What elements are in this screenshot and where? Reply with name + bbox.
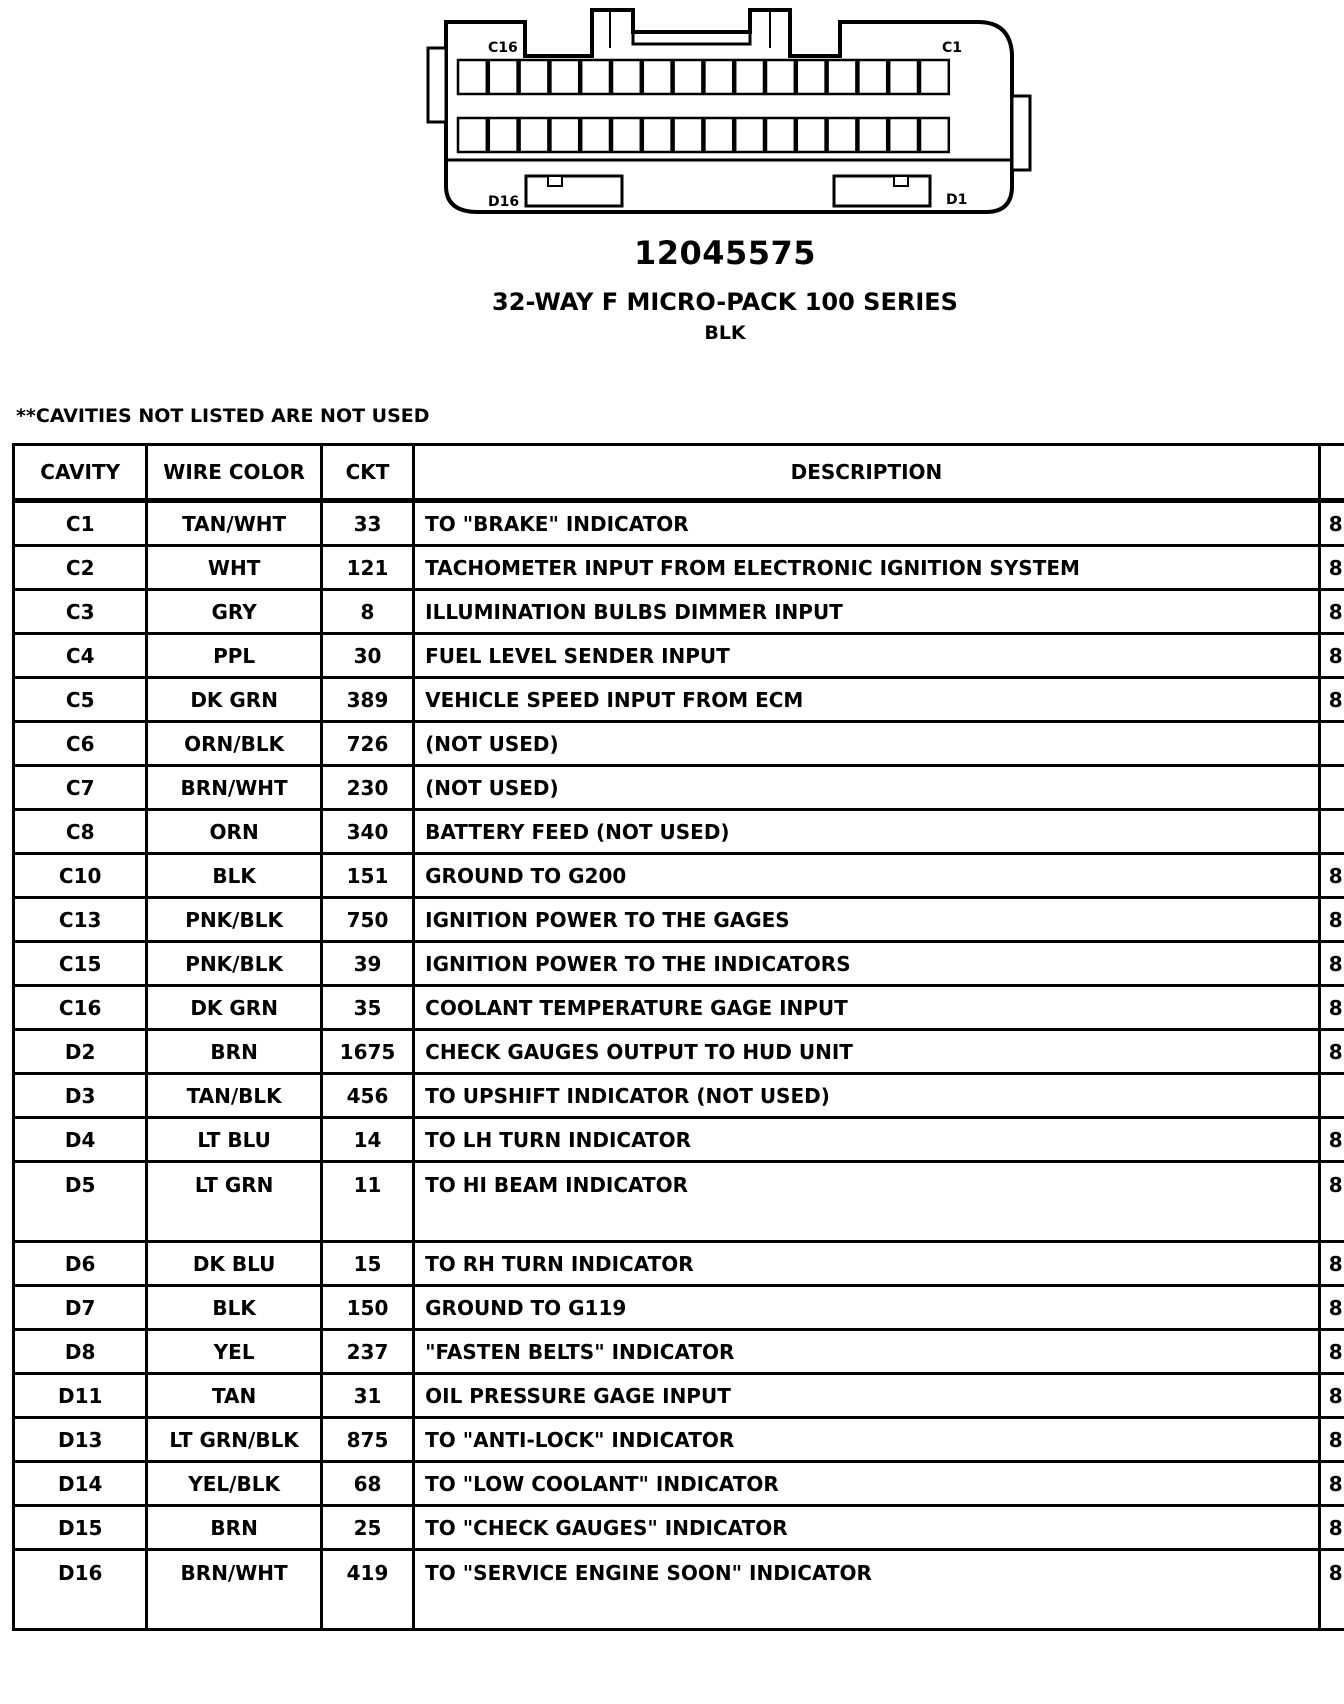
cavity-d11: [612, 118, 641, 152]
cavity-cell: D14: [14, 1462, 147, 1506]
cavity-d8: [704, 118, 733, 152]
cavity-c6: [766, 60, 795, 94]
cavity-cell: C15: [14, 942, 147, 986]
table-row: [14, 810, 1344, 854]
cavity-cell: D6: [14, 1242, 147, 1286]
ckt-cell: 121: [321, 546, 413, 590]
connector-key-left: [526, 176, 622, 206]
extra-cell: [1319, 1074, 1344, 1118]
table-row: [14, 898, 1344, 942]
wire-color-cell: LT GRN: [147, 1162, 322, 1242]
wire-color-cell: YEL: [147, 1330, 322, 1374]
cavity-c5: [797, 60, 826, 94]
wire-color-cell: DK GRN: [147, 986, 322, 1030]
cavity-c2: [889, 60, 918, 94]
wire-color-cell: TAN/WHT: [147, 501, 322, 546]
table-row: [14, 1162, 1344, 1242]
wire-color-cell: LT GRN/BLK: [147, 1418, 322, 1462]
cavity-d13: [550, 118, 579, 152]
cavity-cell: C2: [14, 546, 147, 590]
ckt-cell: 11: [321, 1162, 413, 1242]
wire-color-cell: ORN/BLK: [147, 722, 322, 766]
ckt-cell: 14: [321, 1118, 413, 1162]
cavity-cell: C5: [14, 678, 147, 722]
cavity-d7: [735, 118, 764, 152]
connector-left-tab: [428, 48, 446, 122]
extra-cell: 8: [1319, 854, 1344, 898]
cavity-cell: D5: [14, 1162, 147, 1242]
cavity-d16: [458, 118, 487, 152]
cavity-c8: [704, 60, 733, 94]
extra-cell: 8: [1319, 1286, 1344, 1330]
part-description: 32-WAY F MICRO-PACK 100 SERIES: [492, 288, 958, 316]
table-row: [14, 1242, 1344, 1286]
description-cell: VEHICLE SPEED INPUT FROM ECM: [414, 678, 1320, 722]
description-cell: (NOT USED): [414, 766, 1320, 810]
wire-color-cell: TAN/BLK: [147, 1074, 322, 1118]
cavity-c3: [858, 60, 887, 94]
table-row: [14, 854, 1344, 898]
wire-color-cell: WHT: [147, 546, 322, 590]
extra-cell: 8: [1319, 1162, 1344, 1242]
cavity-d12: [581, 118, 610, 152]
cavity-cell: C1: [14, 501, 147, 546]
cavity-cell: C6: [14, 722, 147, 766]
wire-color-cell: BLK: [147, 854, 322, 898]
cavity-c15: [489, 60, 518, 94]
description-cell: (NOT USED): [414, 722, 1320, 766]
cavity-cell: C8: [14, 810, 147, 854]
cavity-c7: [735, 60, 764, 94]
cavity-d14: [520, 118, 549, 152]
cavity-d2: [889, 118, 918, 152]
extra-cell: 8: [1319, 1550, 1344, 1630]
cavity-c9: [674, 60, 703, 94]
cavity-cell: D15: [14, 1506, 147, 1550]
header-extra: [1319, 445, 1344, 501]
table-row: [14, 590, 1344, 634]
pinout-table-wrapper: [12, 443, 1344, 1697]
description-cell: OIL PRESSURE GAGE INPUT: [414, 1374, 1320, 1418]
extra-cell: 8: [1319, 501, 1344, 546]
wire-color-cell: BRN: [147, 1030, 322, 1074]
description-cell: "FASTEN BELTS" INDICATOR: [414, 1330, 1320, 1374]
cavity-cell: C10: [14, 854, 147, 898]
table-row: [14, 1418, 1344, 1462]
table-row: [14, 942, 1344, 986]
table-row: [14, 1550, 1344, 1630]
cavities-note: **CAVITIES NOT LISTED ARE NOT USED: [16, 405, 430, 427]
cavity-d4: [828, 118, 857, 152]
table-header-row: [14, 445, 1344, 501]
description-cell: IGNITION POWER TO THE GAGES: [414, 898, 1320, 942]
cavity-cell: D2: [14, 1030, 147, 1074]
wire-color-cell: BLK: [147, 1286, 322, 1330]
cavity-cell: C3: [14, 590, 147, 634]
extra-cell: 8: [1319, 1242, 1344, 1286]
wire-color-cell: BRN/WHT: [147, 1550, 322, 1630]
description-cell: TO "CHECK GAUGES" INDICATOR: [414, 1506, 1320, 1550]
description-cell: FUEL LEVEL SENDER INPUT: [414, 634, 1320, 678]
extra-cell: 8: [1319, 678, 1344, 722]
cavity-d6: [766, 118, 795, 152]
table-row: [14, 1462, 1344, 1506]
wire-color-cell: LT BLU: [147, 1118, 322, 1162]
cavity-cell: D4: [14, 1118, 147, 1162]
description-cell: TO "LOW COOLANT" INDICATOR: [414, 1462, 1320, 1506]
extra-cell: 8: [1319, 1418, 1344, 1462]
wire-color-cell: GRY: [147, 590, 322, 634]
wire-color-cell: PNK/BLK: [147, 942, 322, 986]
cavity-d15: [489, 118, 518, 152]
cavity-cell: D16: [14, 1550, 147, 1630]
header-ckt: CKT: [321, 445, 413, 501]
table-row: [14, 986, 1344, 1030]
ckt-cell: 726: [321, 722, 413, 766]
ckt-cell: 750: [321, 898, 413, 942]
extra-cell: [1319, 810, 1344, 854]
cavity-row-c: [458, 60, 949, 94]
table-row: [14, 722, 1344, 766]
extra-cell: 8: [1319, 546, 1344, 590]
label-d16: D16: [488, 194, 520, 210]
table-row: [14, 1374, 1344, 1418]
wire-color-cell: ORN: [147, 810, 322, 854]
cavity-cell: D8: [14, 1330, 147, 1374]
pinout-table: [12, 443, 1344, 1631]
wire-color-cell: TAN: [147, 1374, 322, 1418]
description-cell: TO "SERVICE ENGINE SOON" INDICATOR: [414, 1550, 1320, 1630]
ckt-cell: 456: [321, 1074, 413, 1118]
label-d1: D1: [946, 192, 968, 208]
description-cell: GROUND TO G119: [414, 1286, 1320, 1330]
cavity-c16: [458, 60, 487, 94]
table-row: [14, 1118, 1344, 1162]
table-row: [14, 1330, 1344, 1374]
description-cell: TACHOMETER INPUT FROM ELECTRONIC IGNITION SYSTEM: [414, 546, 1320, 590]
description-cell: TO HI BEAM INDICATOR: [414, 1162, 1320, 1242]
ckt-cell: 389: [321, 678, 413, 722]
ckt-cell: 340: [321, 810, 413, 854]
description-cell: GROUND TO G200: [414, 854, 1320, 898]
ckt-cell: 150: [321, 1286, 413, 1330]
cavity-c10: [643, 60, 672, 94]
extra-cell: 8: [1319, 898, 1344, 942]
table-row: [14, 1286, 1344, 1330]
wire-color-cell: PPL: [147, 634, 322, 678]
description-cell: COOLANT TEMPERATURE GAGE INPUT: [414, 986, 1320, 1030]
table-row: [14, 501, 1344, 546]
extra-cell: [1319, 766, 1344, 810]
ckt-cell: 1675: [321, 1030, 413, 1074]
cavity-cell: C13: [14, 898, 147, 942]
header-cavity: CAVITY: [14, 445, 147, 501]
extra-cell: 8: [1319, 1374, 1344, 1418]
ckt-cell: 39: [321, 942, 413, 986]
ckt-cell: 35: [321, 986, 413, 1030]
cavity-c12: [581, 60, 610, 94]
cavity-c1: [920, 60, 949, 94]
table-row: [14, 546, 1344, 590]
description-cell: TO RH TURN INDICATOR: [414, 1242, 1320, 1286]
ckt-cell: 237: [321, 1330, 413, 1374]
description-cell: ILLUMINATION BULBS DIMMER INPUT: [414, 590, 1320, 634]
cavity-cell: D3: [14, 1074, 147, 1118]
extra-cell: 8: [1319, 590, 1344, 634]
cavity-row-d: [458, 118, 949, 152]
description-cell: IGNITION POWER TO THE INDICATORS: [414, 942, 1320, 986]
table-row: [14, 766, 1344, 810]
connector-diagram: [420, 0, 1040, 222]
extra-cell: 8: [1319, 634, 1344, 678]
cavity-cell: C16: [14, 986, 147, 1030]
ckt-cell: 875: [321, 1418, 413, 1462]
ckt-cell: 25: [321, 1506, 413, 1550]
wire-color-cell: BRN/WHT: [147, 766, 322, 810]
table-row: [14, 1506, 1344, 1550]
ckt-cell: 419: [321, 1550, 413, 1630]
connector-right-tab: [1012, 96, 1030, 170]
wire-color-cell: DK BLU: [147, 1242, 322, 1286]
wire-color-cell: BRN: [147, 1506, 322, 1550]
description-cell: TO "BRAKE" INDICATOR: [414, 501, 1320, 546]
ckt-cell: 31: [321, 1374, 413, 1418]
cavity-cell: D7: [14, 1286, 147, 1330]
cavity-cell: C4: [14, 634, 147, 678]
cavity-cell: D13: [14, 1418, 147, 1462]
connector-key-right: [834, 176, 930, 206]
ckt-cell: 68: [321, 1462, 413, 1506]
ckt-cell: 230: [321, 766, 413, 810]
cavity-c13: [550, 60, 579, 94]
wire-color-cell: DK GRN: [147, 678, 322, 722]
extra-cell: 8: [1319, 1330, 1344, 1374]
cavity-c11: [612, 60, 641, 94]
cavity-cell: D11: [14, 1374, 147, 1418]
cavity-d1: [920, 118, 949, 152]
table-row: [14, 1074, 1344, 1118]
cavity-d9: [674, 118, 703, 152]
table-row: [14, 1030, 1344, 1074]
extra-cell: 8: [1319, 1030, 1344, 1074]
extra-cell: 8: [1319, 942, 1344, 986]
cavity-c4: [828, 60, 857, 94]
ckt-cell: 8: [321, 590, 413, 634]
extra-cell: 8: [1319, 1118, 1344, 1162]
wire-color-cell: PNK/BLK: [147, 898, 322, 942]
part-number: 12045575: [633, 234, 817, 272]
extra-cell: [1319, 722, 1344, 766]
extra-cell: 8: [1319, 1506, 1344, 1550]
header-description: DESCRIPTION: [414, 445, 1320, 501]
part-color: BLK: [704, 322, 746, 344]
wire-color-cell: YEL/BLK: [147, 1462, 322, 1506]
table-row: [14, 634, 1344, 678]
ckt-cell: 151: [321, 854, 413, 898]
description-cell: TO LH TURN INDICATOR: [414, 1118, 1320, 1162]
header-wire-color: WIRE COLOR: [147, 445, 322, 501]
ckt-cell: 30: [321, 634, 413, 678]
cavity-d10: [643, 118, 672, 152]
extra-cell: 8: [1319, 1462, 1344, 1506]
ckt-cell: 15: [321, 1242, 413, 1286]
cavity-d3: [858, 118, 887, 152]
extra-cell: 8: [1319, 986, 1344, 1030]
cavity-c14: [520, 60, 549, 94]
label-c1: C1: [942, 40, 963, 56]
description-cell: CHECK GAUGES OUTPUT TO HUD UNIT: [414, 1030, 1320, 1074]
cavity-d5: [797, 118, 826, 152]
table-row: [14, 678, 1344, 722]
label-c16: C16: [488, 40, 518, 56]
description-cell: TO "ANTI-LOCK" INDICATOR: [414, 1418, 1320, 1462]
cavity-cell: C7: [14, 766, 147, 810]
description-cell: BATTERY FEED (NOT USED): [414, 810, 1320, 854]
description-cell: TO UPSHIFT INDICATOR (NOT USED): [414, 1074, 1320, 1118]
ckt-cell: 33: [321, 501, 413, 546]
